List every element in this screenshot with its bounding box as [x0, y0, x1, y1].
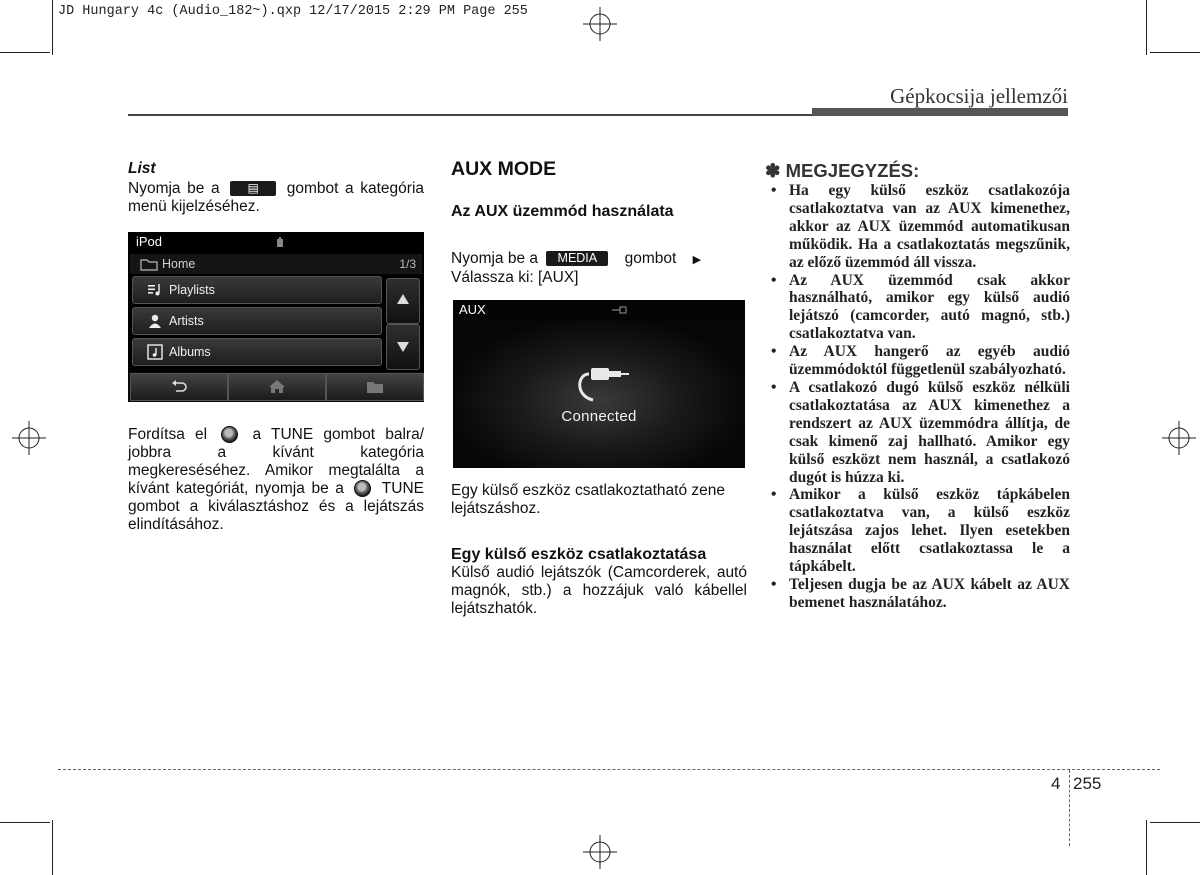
registration-mark-icon [12, 421, 46, 455]
page-number: 255 [1073, 774, 1102, 793]
home-icon [268, 379, 286, 394]
page-header-title: Gépkocsija jellemzői [890, 84, 1068, 108]
tune-knob-icon [221, 426, 238, 443]
registration-mark-icon [583, 835, 617, 869]
crop-mark [0, 822, 50, 823]
crop-mark [1150, 52, 1200, 53]
list-item: • Az AUX hangerő az egyéb audió üzemmódoktól függetlenül szabályozható. [765, 343, 1070, 379]
column-left [128, 160, 424, 216]
tune-paragraph [128, 426, 424, 534]
registration-mark-icon [1162, 421, 1196, 455]
list-item-albums[interactable] [132, 338, 382, 366]
note-list [765, 182, 1070, 612]
battery-icon [276, 237, 284, 248]
column-middle-lower [451, 482, 747, 618]
ipod-title: iPod [136, 234, 163, 249]
ipod-screen [128, 232, 424, 402]
instruction-text: Nyomja be a [128, 180, 220, 197]
chapter-number: 4 [1051, 774, 1061, 793]
subsection-title: Egy külső eszköz csatlakoztatása [451, 546, 707, 563]
scroll-up-button[interactable] [386, 278, 420, 324]
list-item: • Ha egy külső eszköz csatlakozója csatlakoztatva van az AUX kimenethez, akkor az AUX üzemmód automatikusan működik. Ha a csatlakoztatás megszűnik, az előző üzemmód áll vissza. [765, 182, 1070, 272]
instruction-text: Fordítsa el [128, 426, 208, 443]
menu-button-icon: ▤ [230, 181, 276, 196]
back-button[interactable] [130, 373, 228, 401]
instruction-text: Válassza ki: [AUX] [451, 269, 579, 286]
footer-rule [58, 769, 1160, 770]
instruction-text: a TUNE gombot balra/ jobbra a kívánt kategória megkereséséhez. Amikor megtalálta a kívánt kategóriát, nyomja be a [128, 426, 424, 497]
crop-mark [1150, 822, 1200, 823]
ipod-path: Home [162, 257, 196, 271]
tune-knob-icon [354, 480, 371, 497]
aux-description: Egy külső eszköz csatlakoztatható zene lejátszáshoz. [451, 482, 725, 517]
playlist-icon [147, 282, 163, 298]
folder-icon [366, 380, 384, 394]
ipod-page-indicator: 1/3 [399, 257, 416, 271]
list-item: • Teljesen dugja be az AUX kábelt az AUX bemenet használatához. [765, 576, 1070, 612]
aux-small-icon [611, 306, 629, 314]
list-heading: List [128, 160, 156, 177]
crop-mark [1146, 0, 1147, 55]
back-icon [171, 380, 187, 394]
arrow-up-icon [397, 294, 409, 304]
print-slug: JD Hungary 4c (Audio_182~).qxp 12/17/2015 2:29 PM Page 255 [58, 4, 528, 19]
ipod-title-bar [128, 232, 424, 252]
column-right [765, 162, 1070, 612]
instruction-text: Nyomja be a [451, 250, 539, 267]
tune-instructions [128, 426, 424, 534]
instruction-text: gombot a kategória menü kijelzéséhez. [128, 180, 425, 215]
list-item: • Amikor a külső eszköz tápkábelen csatlakoztatva van, a külső eszköz lejátszása zajos lehet. Ilyen esetekben használat előtt csatlakoztassa le a tápkábelt. [765, 486, 1070, 576]
instruction-text: gombot [624, 250, 677, 267]
connection-status: Connected [561, 408, 637, 425]
section-title: AUX MODE [451, 158, 557, 180]
list-item-artists[interactable] [132, 307, 382, 335]
list-item-label: Playlists [169, 283, 215, 297]
list-item: • Az AUX üzemmód csak akkor használható, amikor egy külső audió lejátszó (camcorder, autó magnó, stb.) csatlakoztatva van. [765, 272, 1070, 344]
list-item: • A csatlakozó dugó külső eszköz nélküli csatlakoztatása az AUX kimenethez a rendszert az AUX üzemmódra állítja, de csak kimenő zaj hallható. Amikor egy külső eszközt nem használ, a csatlakozó dugót is húzza ki. [765, 379, 1070, 486]
arrow-right-icon: ▶ [692, 254, 702, 266]
list-item-label: Artists [169, 314, 204, 328]
registration-mark-icon [583, 7, 617, 41]
crop-mark [52, 0, 53, 55]
crop-mark [52, 820, 53, 875]
scroll-down-button[interactable] [386, 324, 420, 370]
aux-title: AUX [459, 302, 486, 317]
home-button[interactable] [228, 373, 326, 401]
crop-mark [1146, 820, 1147, 875]
subsection-title: Az AUX üzemmód használata [451, 203, 674, 220]
column-middle [451, 160, 747, 287]
aux-cable-icon [565, 366, 635, 404]
footer-divider [1069, 770, 1070, 846]
media-button-icon: MEDIA [546, 251, 608, 266]
instruction-text: TUNE gombot a kiválasztáshoz és a lejátszás elindításához. [128, 480, 424, 533]
folder-button[interactable] [326, 373, 424, 401]
ipod-path-bar [130, 254, 422, 274]
folder-icon [140, 258, 158, 271]
connect-description: Külső audió lejátszók (Camcorderek, autó magnók, stb.) a hozzájuk való kábellel lejátszhatók. [451, 564, 747, 617]
list-item-playlists[interactable] [132, 276, 382, 304]
album-icon [147, 344, 163, 360]
note-title: ✽ MEGJEGYZÉS: [765, 160, 920, 181]
list-instruction [128, 180, 424, 216]
artist-icon [147, 313, 163, 329]
media-instruction [451, 250, 747, 287]
arrow-down-icon [397, 342, 409, 352]
crop-mark [0, 52, 50, 53]
aux-screen [453, 300, 745, 468]
list-item-label: Albums [169, 345, 211, 359]
header-rule-accent [812, 108, 1068, 116]
